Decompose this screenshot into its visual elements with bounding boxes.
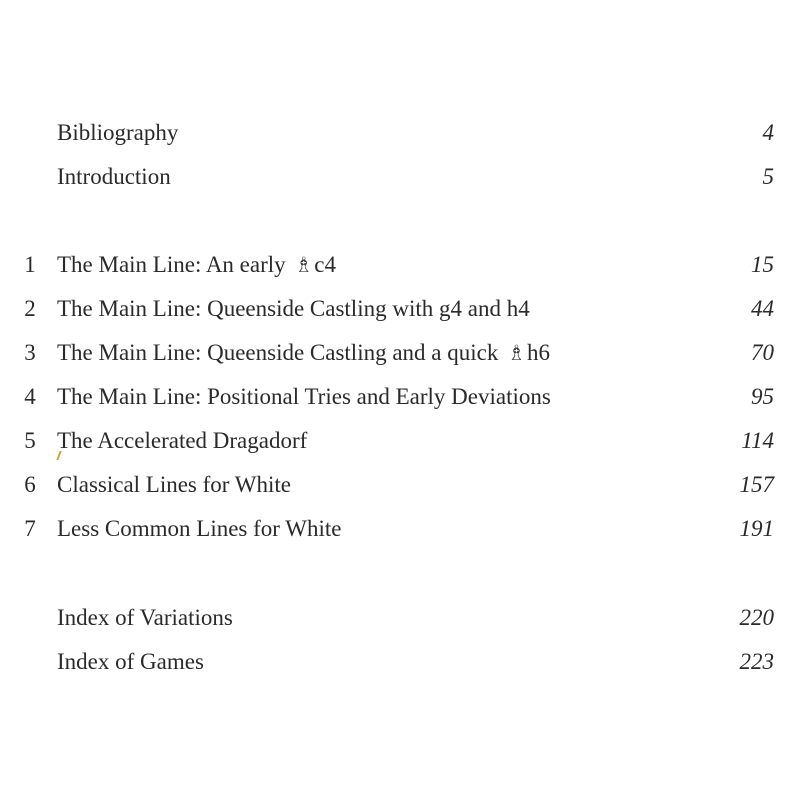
toc-entry-chapter-3[interactable] bbox=[0, 337, 800, 369]
toc-entry-page: 4 bbox=[762, 120, 774, 145]
toc-entry-index-of-games[interactable] bbox=[0, 646, 800, 678]
chapter-number: 2 bbox=[24, 296, 36, 321]
chapter-number: 4 bbox=[24, 384, 36, 409]
toc-entry-page: 15 bbox=[751, 252, 774, 277]
toc-entry-chapter-5[interactable] bbox=[0, 425, 800, 457]
toc-entry-bibliography[interactable] bbox=[0, 117, 800, 149]
toc-entry-page: 44 bbox=[751, 296, 774, 321]
toc-entry-title: Index of Variations bbox=[57, 605, 233, 630]
toc-entry-chapter-4[interactable] bbox=[0, 381, 800, 413]
toc-entry-introduction[interactable] bbox=[0, 161, 800, 193]
toc-entry-index-of-variations[interactable] bbox=[0, 602, 800, 634]
toc-entry-title: The Main Line: Queenside Castling with g4 and h4 bbox=[57, 296, 530, 321]
toc-entry-title: Introduction bbox=[57, 164, 171, 189]
toc-entry-chapter-7[interactable] bbox=[0, 513, 800, 545]
toc-entry-page: 157 bbox=[739, 472, 774, 497]
toc-entry-page: 5 bbox=[762, 164, 774, 189]
toc-entry-title: Index of Games bbox=[57, 649, 204, 674]
chapter-number: 7 bbox=[24, 516, 36, 541]
toc-entry-title: Bibliography bbox=[57, 120, 179, 145]
white-bishop-icon: ♗ bbox=[294, 253, 314, 277]
toc-entry-page: 95 bbox=[751, 384, 774, 409]
toc-entry-title: The Main Line: An early ♗c4 bbox=[57, 249, 336, 281]
white-bishop-icon: ♗ bbox=[507, 341, 526, 365]
toc-entry-page: 114 bbox=[741, 428, 774, 453]
toc-entry-page: 191 bbox=[739, 516, 774, 541]
chapter-number: 5 bbox=[24, 428, 36, 453]
toc-entry-title: Less Common Lines for White bbox=[57, 516, 342, 541]
toc-entry-page: 70 bbox=[751, 340, 774, 365]
chapter-number: 6 bbox=[24, 472, 36, 497]
toc-entry-page: 223 bbox=[739, 649, 774, 674]
toc-entry-chapter-2[interactable] bbox=[0, 293, 800, 325]
chapter-number: 1 bbox=[24, 252, 36, 277]
toc-entry-title: The Accelerated Dragadorf bbox=[57, 428, 308, 453]
chapter-number: 3 bbox=[24, 340, 36, 365]
toc-entry-page: 220 bbox=[739, 605, 774, 630]
toc-entry-title: Classical Lines for White bbox=[57, 472, 291, 497]
toc-entry-chapter-6[interactable] bbox=[0, 469, 800, 501]
toc-entry-chapter-1[interactable] bbox=[0, 249, 800, 281]
toc-entry-title: The Main Line: Queenside Castling and a quick ♗h6 bbox=[57, 337, 550, 369]
toc-entry-title: The Main Line: Positional Tries and Early Deviations bbox=[57, 384, 551, 409]
